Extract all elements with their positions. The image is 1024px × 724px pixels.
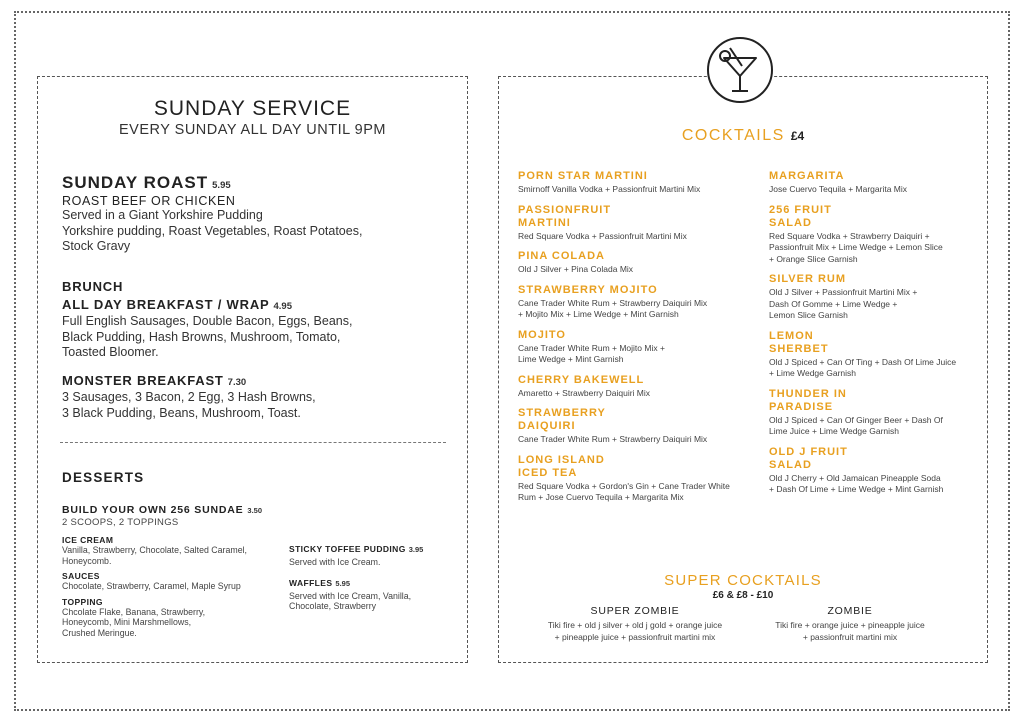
cocktail-desc: Dash Of Gomme + Lime Wedge + <box>769 298 898 309</box>
sauces-line: Chocolate, Strawberry, Caramel, Maple Syrup <box>62 581 241 591</box>
sunday-roast-section <box>62 173 452 255</box>
desc-line: + pineapple juice + passionfruit martini mix <box>554 631 716 642</box>
waffles-line: Chocolate, Strawberry <box>289 601 377 611</box>
ice-cream-line: Vanilla, Strawberry, Chocolate, Salted Caramel, <box>62 545 247 555</box>
monster-desc <box>62 390 452 421</box>
toffee-heading: STICKY TOFFEE PUDDING <box>289 544 406 554</box>
cocktails-price: £4 <box>790 129 805 143</box>
cocktail-item <box>769 330 979 380</box>
cocktail-desc: Lime Juice + Lime Wedge Garnish <box>769 426 900 436</box>
sundae-title: BUILD YOUR OWN 256 SUNDAE <box>62 504 244 516</box>
sunday-roast-desc <box>62 208 452 255</box>
cocktail-desc: Passionfruit Mix + Lime Wedge + Lemon Slice <box>769 242 943 252</box>
super-cocktail-desc <box>750 620 950 643</box>
cocktail-item <box>769 273 979 322</box>
sundae-price: 3.50 <box>247 506 263 515</box>
cocktail-desc: Lemon Slice Garnish <box>769 310 848 320</box>
cocktail-item <box>769 446 979 496</box>
breakfast-price: 4.95 <box>273 301 292 312</box>
cocktail-name: MARTINI <box>518 216 571 229</box>
cocktails-title: COCKTAILS <box>681 127 785 144</box>
waffles-price: 5.95 <box>335 578 351 588</box>
cocktail-name: OLD J FRUIT <box>769 445 848 458</box>
cocktails-column-1 <box>518 170 763 512</box>
cocktail-desc: Old J Spiced + Can Of Ginger Beer + Dash Of <box>769 414 943 425</box>
cocktail-name: LEMON <box>769 329 814 342</box>
cocktail-name: PASSIONFRUIT <box>518 203 612 216</box>
cocktail-item <box>769 388 979 438</box>
topping-heading: TOPPING <box>62 596 103 607</box>
desc-line: Stock Gravy <box>62 239 131 253</box>
brunch-section <box>62 279 452 361</box>
toffee-line: Served with Ice Cream. <box>289 557 381 567</box>
cocktail-name: PORN STAR MARTINI <box>518 170 648 182</box>
desc-line: Toasted Bloomer. <box>62 345 159 359</box>
cocktail-desc: Lime Wedge + Mint Garnish <box>518 354 624 364</box>
cocktail-name: SALAD <box>769 216 812 229</box>
cocktail-desc: Smirnoff Vanilla Vodka + Passionfruit Martini Mix <box>518 184 701 194</box>
sunday-roast-price: 5.95 <box>212 180 231 191</box>
topping-line: Honeycomb, Mini Marshmellows, <box>62 617 192 627</box>
desc-line: + passionfruit martini mix <box>802 631 898 642</box>
desserts-heading <box>62 470 452 485</box>
super-cocktail-name: SUPER ZOMBIE <box>590 605 680 617</box>
desc-line: 3 Black Pudding, Beans, Mushroom, Toast. <box>62 405 301 420</box>
cocktail-desc: + Mojito Mix + Lime Wedge + Mint Garnish <box>518 309 679 319</box>
cocktails-heading <box>498 127 988 145</box>
cocktail-desc: Old J Cherry + Old Jamaican Pineapple Soda <box>769 472 941 483</box>
cocktail-desc: Jose Cuervo Tequila + Margarita Mix <box>769 184 908 194</box>
other-desserts <box>289 539 454 612</box>
desserts-title: DESSERTS <box>62 470 145 485</box>
cocktail-item <box>518 407 763 446</box>
cocktail-desc: Old J Spiced + Can Of Ting + Dash Of Lime Juice <box>769 356 957 367</box>
desc-line: Full English Sausages, Double Bacon, Eggs, Beans, <box>62 314 353 328</box>
cocktail-name: STRAWBERRY <box>518 407 606 419</box>
section-divider <box>60 442 446 443</box>
cocktail-desc: Amaretto + Strawberry Daiquiri Mix <box>518 387 651 398</box>
cocktail-desc: + Orange Slice Garnish <box>769 253 858 264</box>
cocktail-item <box>518 170 763 196</box>
cocktail-name: MOJITO <box>518 328 566 341</box>
super-cocktail-desc <box>520 620 750 643</box>
cocktail-desc: Cane Trader White Rum + Mojito Mix + <box>518 342 665 353</box>
sunday-roast-subtitle: ROAST BEEF OR CHICKEN <box>62 194 236 208</box>
cocktail-item <box>518 374 763 400</box>
desc-line: Black Pudding, Hash Browns, Mushroom, Tomato, <box>62 329 341 344</box>
cocktail-name: PARADISE <box>769 400 834 413</box>
cocktail-desc: + Lime Wedge Garnish <box>769 368 857 378</box>
desc-line: Tiki fire + old j silver + old j gold + orange juice <box>547 620 723 630</box>
cocktail-name: CHERRY BAKEWELL <box>518 373 645 386</box>
cocktail-item <box>518 454 763 504</box>
sundae-subtitle: 2 SCOOPS, 2 TOPPINGS <box>62 517 179 528</box>
waffles-line: Served with Ice Cream, Vanilla, <box>289 590 412 601</box>
super-cocktails-title: SUPER COCKTAILS <box>664 572 822 589</box>
cocktail-name: ICED TEA <box>518 466 578 479</box>
cocktail-item <box>769 204 979 266</box>
toffee-price: 3.95 <box>408 545 424 554</box>
waffles-heading: WAFFLES <box>289 577 333 588</box>
cocktail-item <box>518 284 763 321</box>
cocktail-desc: Red Square Vodka + Passionfruit Martini Mix <box>518 230 687 241</box>
cocktail-desc: Old J Silver + Passionfruit Martini Mix + <box>769 287 918 297</box>
desc-line: Tiki fire + orange juice + pineapple juice <box>775 620 925 630</box>
brunch-title: BRUNCH <box>62 279 124 294</box>
ice-cream-line: Honeycomb. <box>62 555 112 566</box>
sunday-service-subtitle: EVERY SUNDAY ALL DAY UNTIL 9PM <box>119 122 386 138</box>
desc-line: Yorkshire pudding, Roast Vegetables, Roast Potatoes, <box>62 223 363 238</box>
super-cocktails-price: £6 & £8 - £10 <box>712 590 774 601</box>
cocktail-desc: Red Square Vodka + Strawberry Daiquiri + <box>769 230 930 241</box>
cocktail-desc: Old J Silver + Pina Colada Mix <box>518 264 634 274</box>
monster-price: 7.30 <box>227 377 247 388</box>
cocktail-item <box>769 170 979 196</box>
sunday-service-title: SUNDAY SERVICE <box>153 97 352 120</box>
cocktail-desc: Red Square Vodka + Gordon's Gin + Cane Trader White <box>518 480 730 491</box>
cocktails-column-2 <box>769 170 979 504</box>
cocktail-name: MARGARITA <box>769 170 845 182</box>
cocktail-item <box>518 204 763 243</box>
cocktail-name: THUNDER IN <box>769 387 847 400</box>
sauces-heading: SAUCES <box>62 571 100 581</box>
cocktail-item <box>518 250 763 276</box>
ice-cream-heading: ICE CREAM <box>62 535 114 545</box>
desc-line: 3 Sausages, 3 Bacon, 2 Egg, 3 Hash Browns, <box>62 390 316 404</box>
cocktail-name: DAIQUIRI <box>518 420 576 432</box>
super-cocktail-name: ZOMBIE <box>827 605 873 617</box>
topping-line: Crushed Meringue. <box>62 627 137 638</box>
sundae-section <box>62 500 452 529</box>
cocktail-name: 256 FRUIT <box>769 203 832 216</box>
breakfast-desc <box>62 314 452 361</box>
desc-line: Served in a Giant Yorkshire Pudding <box>62 208 263 222</box>
cocktail-item <box>518 329 763 366</box>
cocktail-desc: Cane Trader White Rum + Strawberry Daiquiri Mix <box>518 297 708 308</box>
monster-title: MONSTER BREAKFAST <box>62 373 224 388</box>
cocktail-name: SILVER RUM <box>769 273 847 285</box>
cocktail-desc: Rum + Jose Cuervo Tequila + Margarita Mix <box>518 492 684 502</box>
cocktail-name: SALAD <box>769 458 812 471</box>
topping-line: Chcolate Flake, Banana, Strawberry, <box>62 606 206 617</box>
monster-breakfast-section <box>62 372 452 421</box>
cocktail-desc: + Dash Of Lime + Lime Wedge + Mint Garnish <box>769 484 944 494</box>
cocktail-name: STRAWBERRY MOJITO <box>518 283 658 296</box>
zombie-item <box>750 605 950 643</box>
cocktail-name: LONG ISLAND <box>518 453 605 466</box>
breakfast-title: ALL DAY BREAKFAST / WRAP <box>62 297 270 312</box>
cocktail-desc: Cane Trader White Rum + Strawberry Daiquiri Mix <box>518 434 708 444</box>
cocktail-glass-icon <box>706 36 774 104</box>
cocktail-name: SHERBET <box>769 342 829 355</box>
super-zombie-item <box>520 605 750 643</box>
cocktail-name: PINA COLADA <box>518 250 605 262</box>
sundae-options <box>62 535 282 638</box>
sunday-roast-title: SUNDAY ROAST <box>62 173 209 192</box>
